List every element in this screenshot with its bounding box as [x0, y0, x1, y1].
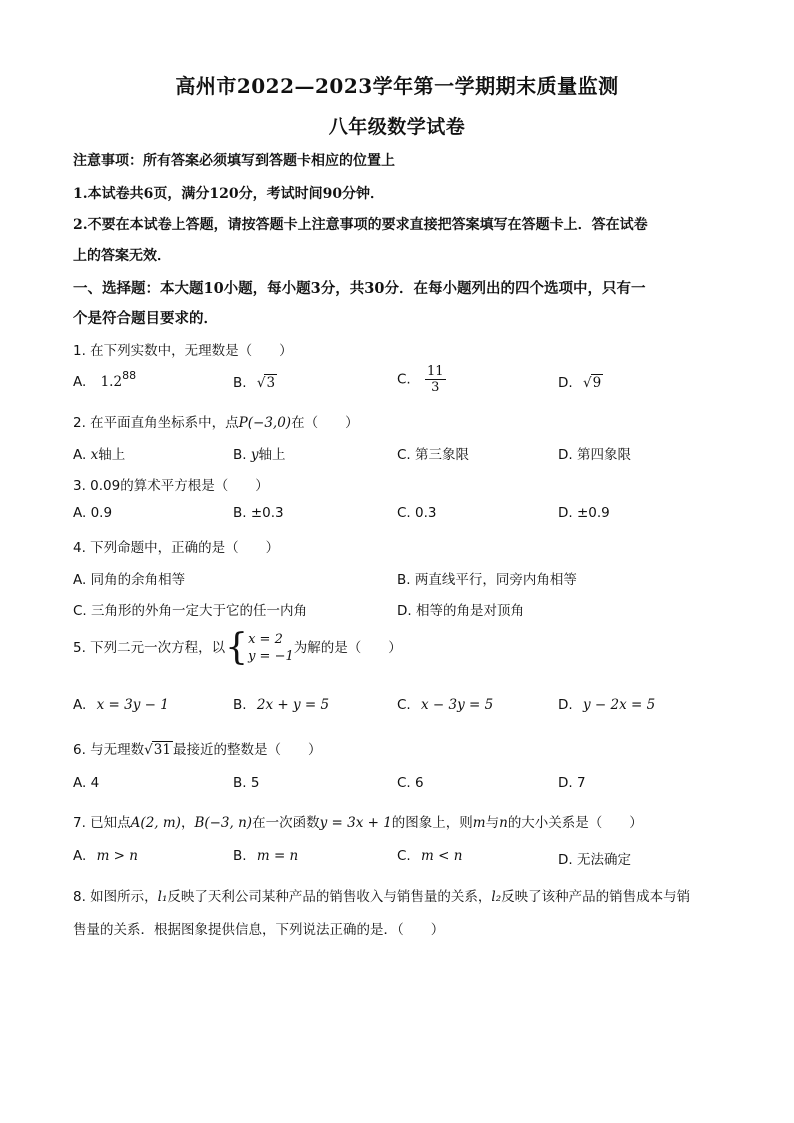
question-1-option-d: D. √9: [558, 375, 602, 391]
question-4-stem: 4. 下列命题中，正确的是（ ）: [73, 540, 280, 556]
notes-item-2-line-1: 2.不要在本试卷上答题，请按答题卡上注意事项的要求直接把答案填写在答题卡上．答在试卷: [73, 217, 648, 233]
question-6-option-a: A. 4: [73, 775, 100, 791]
question-3-option-a: A. 0.9: [73, 505, 113, 521]
question-5-stem: 5. 下列二元一次方程，以{ x = 2 y = −1 为解的是（ ）: [73, 627, 402, 668]
question-3-stem: 3. 0.09的算术平方根是（ ）: [73, 478, 269, 494]
question-8-stem-line-1: 8. 如图所示，l₁反映了天利公司某种产品的销售收入与销售量的关系，l₂反映了该种产品的销售成本与销: [73, 889, 691, 905]
question-4-option-a: A. 同角的余角相等: [73, 572, 186, 588]
question-2-option-c: C. 第三象限: [397, 447, 470, 463]
question-3-option-c: C. 0.3: [397, 505, 437, 521]
exam-title: 高州市2022—2023学年第一学期期末质量监测: [175, 74, 619, 98]
question-1-option-a: A. $1.2^{88}$: [73, 369, 137, 390]
question-7-option-a: A. m > n: [73, 848, 138, 864]
question-2-option-d: D. 第四象限: [558, 447, 631, 463]
section-1-line-1: 一、选择题：本大题10小题，每小题3分，共30分．在每小题列出的四个选项中，只有一: [73, 280, 646, 297]
notes-item-1: 1.本试卷共6页，满分120分，考试时间90分钟．: [73, 186, 385, 202]
question-4-option-b: B. 两直线平行，同旁内角相等: [397, 572, 577, 588]
question-7-option-d: D. 无法确定: [558, 852, 631, 868]
question-2-option-a: A. x轴上: [73, 447, 126, 463]
exam-subtitle: 八年级数学试卷: [328, 116, 466, 138]
question-8-stem-line-2: 售量的关系．根据图象提供信息，下列说法正确的是．（ ）: [73, 922, 445, 938]
question-4-option-c: C. 三角形的外角一定大于它的任一内角: [73, 603, 308, 619]
question-6-option-d: D. 7: [558, 775, 586, 791]
question-7-option-c: C. m < n: [397, 848, 463, 864]
question-7-stem: 7. 已知点A(2, m)，B(−3, n)在一次函数y = 3x + 1的图象上，则m与n的大小关系是（ ）: [73, 815, 643, 831]
question-4-option-d: D. 相等的角是对顶角: [397, 603, 524, 619]
notes-item-2-line-2: 上的答案无效．: [73, 248, 171, 264]
question-3-option-b: B. ±0.3: [233, 505, 284, 521]
question-1-option-c: C. $\frac{11}{3}$: [397, 364, 444, 395]
notes-heading: 注意事项：所有答案必须填写到答题卡相应的位置上: [73, 153, 395, 169]
question-6-option-b: B. 5: [233, 775, 260, 791]
question-2-option-b: B. y轴上: [233, 447, 286, 463]
question-6-stem: 6. 与无理数√31 最接近的整数是（ ）: [73, 742, 322, 758]
question-5-option-b: B. 2x + y = 5: [233, 697, 330, 713]
question-5-option-a: A. x = 3y − 1: [73, 697, 169, 713]
question-2-stem: 2. 在平面直角坐标系中，点P(−3,0)在（ ）: [73, 415, 359, 431]
question-7-option-b: B. m = n: [233, 848, 299, 864]
section-1-line-2: 个是符合题目要求的．: [73, 310, 218, 327]
question-5-option-c: C. x − 3y = 5: [397, 697, 494, 713]
question-5-option-d: D. y − 2x = 5: [558, 697, 656, 713]
question-3-option-d: D. ±0.9: [558, 505, 610, 521]
question-1-option-b: B. √3: [233, 375, 276, 391]
question-1-stem: 1. 在下列实数中，无理数是（ ）: [73, 343, 293, 359]
question-6-option-c: C. 6: [397, 775, 424, 791]
